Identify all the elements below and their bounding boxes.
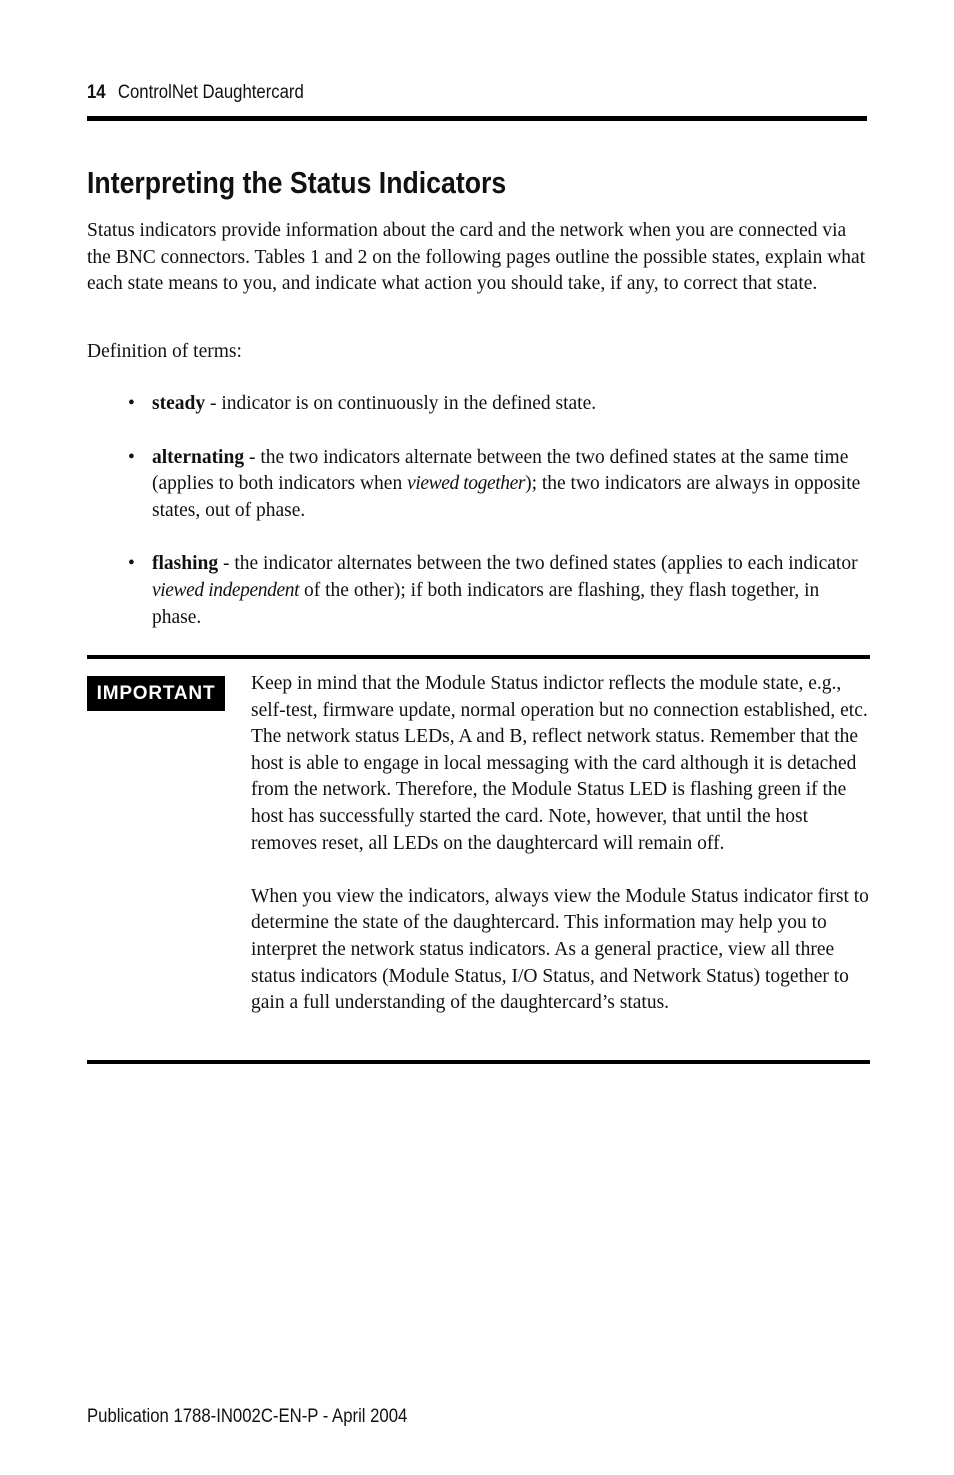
important-paragraph: Keep in mind that the Module Status indictor reflects the module state, e.g., self-test, firmware update, normal operation but no connection established, etc. The network status LEDs, A and B, reflect network status. Remember that the host is able to engage in local messaging with the card although it is detached from the network. Therefore, the Module Status LED is flashing green if the host has successfully started the card. Note, however, that until the host removes reset, all LEDs on the daughtercard will remain off. — [251, 673, 868, 854]
term-steady: steady — [152, 393, 206, 414]
term-emphasis: viewed independent — [152, 579, 300, 601]
list-item-steady — [128, 391, 868, 418]
important-top-rule — [87, 655, 870, 659]
term-description-end: ); the two indicators are always in opposite states, out of phase. — [152, 473, 861, 521]
definitions-label: Definition of terms: — [87, 341, 242, 362]
bullet-icon: • — [128, 446, 135, 468]
term-alternating: alternating — [152, 446, 245, 468]
list-item-alternating — [128, 445, 868, 525]
intro-paragraph: Status indicators provide information about the card and the network when you are connected via the BNC connectors. Tables 1 and 2 on the following pages outline the possible states, explain what each state means to you, and indicate what action you should take, if any, to correct that state. — [87, 220, 866, 295]
list-item-flashing — [128, 551, 868, 631]
term-description-end: of the other); if both indicators are flashing, they flash together, in phase. — [152, 579, 820, 628]
running-title: ControlNet Daughtercard — [117, 82, 304, 103]
important-bottom-rule — [87, 1060, 870, 1064]
term-description: - the indicator alternates between the two defined states (applies to each indicator — [218, 553, 858, 575]
important-badge: IMPORTANT — [87, 676, 225, 711]
bullet-icon: • — [128, 553, 135, 575]
term-description: - the two indicators alternate between the two defined states at the same time (applies to both indicators when — [152, 446, 849, 495]
page-header — [87, 82, 773, 106]
terms-list — [128, 391, 868, 658]
bullet-icon: • — [128, 393, 135, 414]
publication-footer: Publication 1788-IN002C-EN-P - April 2004 — [87, 1406, 408, 1427]
section-title: Interpreting the Status Indicators — [87, 165, 507, 200]
term-flashing: flashing — [152, 553, 219, 575]
term-description: - indicator is on continuously in the defined state. — [205, 393, 597, 414]
header-rule — [87, 116, 867, 121]
term-emphasis: viewed together — [407, 473, 526, 495]
important-note — [251, 671, 871, 1043]
important-paragraph: When you view the indicators, always view the Module Status indicator first to determine the state of the daughtercard. This information may help you to interpret the network status indicators. As a general practice, view all three status indicators (Module Status, I/O Status, and Network Status) together to gain a full understanding of the daughtercard’s status. — [251, 885, 869, 1014]
page-number: 14 — [87, 82, 106, 103]
